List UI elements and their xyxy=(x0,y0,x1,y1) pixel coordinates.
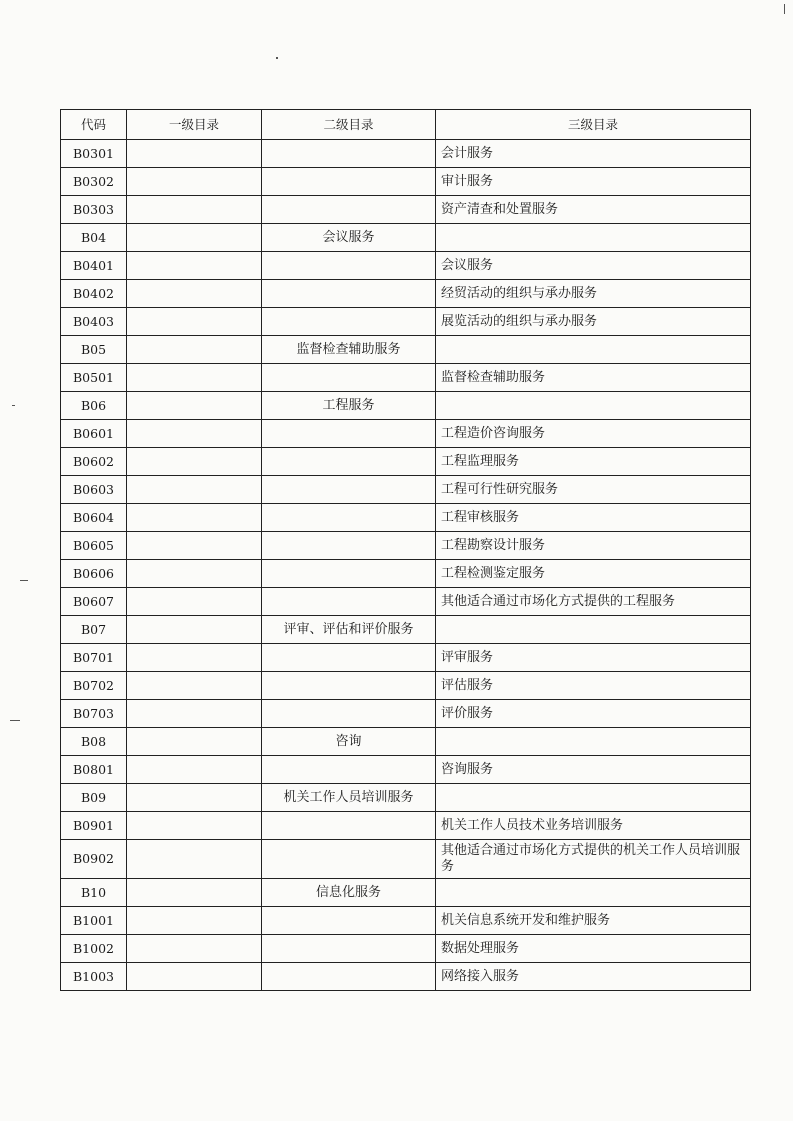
table-row xyxy=(61,588,751,616)
cell-level1 xyxy=(127,616,262,644)
table-row xyxy=(61,784,751,812)
cell-level3: 经贸活动的组织与承办服务 xyxy=(436,280,751,308)
cell-level3: 工程检测鉴定服务 xyxy=(436,560,751,588)
table-row xyxy=(61,756,751,784)
cell-level3: 工程勘察设计服务 xyxy=(436,532,751,560)
cell-code: B0403 xyxy=(61,308,127,336)
cell-code: B04 xyxy=(61,224,127,252)
scan-speck xyxy=(276,57,278,59)
cell-level2: 会议服务 xyxy=(262,224,436,252)
table-row xyxy=(61,840,751,879)
cell-code: B0603 xyxy=(61,476,127,504)
cell-level1 xyxy=(127,644,262,672)
cell-level1 xyxy=(127,840,262,879)
table-row xyxy=(61,336,751,364)
cell-level2 xyxy=(262,935,436,963)
cell-level1 xyxy=(127,364,262,392)
cell-level1 xyxy=(127,420,262,448)
cell-level2: 监督检查辅助服务 xyxy=(262,336,436,364)
cell-level2 xyxy=(262,364,436,392)
cell-level3 xyxy=(436,392,751,420)
table-row xyxy=(61,672,751,700)
cell-level1 xyxy=(127,252,262,280)
cell-level3 xyxy=(436,728,751,756)
cell-level1 xyxy=(127,560,262,588)
table-row xyxy=(61,812,751,840)
cell-code: B0801 xyxy=(61,756,127,784)
catalog-table xyxy=(60,109,751,991)
cell-level3: 评价服务 xyxy=(436,700,751,728)
cell-level2 xyxy=(262,168,436,196)
cell-level2: 信息化服务 xyxy=(262,879,436,907)
cell-code: B0602 xyxy=(61,448,127,476)
scan-speck xyxy=(784,4,785,14)
cell-code: B0601 xyxy=(61,420,127,448)
cell-level2: 机关工作人员培训服务 xyxy=(262,784,436,812)
cell-code: B1001 xyxy=(61,907,127,935)
cell-level2 xyxy=(262,476,436,504)
cell-code: B06 xyxy=(61,392,127,420)
table-row xyxy=(61,252,751,280)
cell-level1 xyxy=(127,756,262,784)
table-row xyxy=(61,879,751,907)
table-row xyxy=(61,196,751,224)
cell-level2 xyxy=(262,812,436,840)
cell-level2 xyxy=(262,560,436,588)
cell-code: B0303 xyxy=(61,196,127,224)
cell-level3: 监督检查辅助服务 xyxy=(436,364,751,392)
cell-level1 xyxy=(127,907,262,935)
table-header-row xyxy=(61,110,751,140)
table-row xyxy=(61,963,751,991)
table-row xyxy=(61,907,751,935)
table-row xyxy=(61,532,751,560)
cell-level1 xyxy=(127,700,262,728)
table-row xyxy=(61,476,751,504)
cell-level3: 网络接入服务 xyxy=(436,963,751,991)
table-row xyxy=(61,168,751,196)
cell-level3: 咨询服务 xyxy=(436,756,751,784)
table-row xyxy=(61,140,751,168)
cell-level3: 工程监理服务 xyxy=(436,448,751,476)
cell-level2 xyxy=(262,448,436,476)
cell-level3 xyxy=(436,784,751,812)
cell-level1 xyxy=(127,588,262,616)
cell-level3: 数据处理服务 xyxy=(436,935,751,963)
table-row xyxy=(61,935,751,963)
cell-code: B0702 xyxy=(61,672,127,700)
cell-level3 xyxy=(436,336,751,364)
cell-level1 xyxy=(127,532,262,560)
cell-level2 xyxy=(262,644,436,672)
cell-code: B0606 xyxy=(61,560,127,588)
cell-level1 xyxy=(127,672,262,700)
cell-level3: 机关信息系统开发和维护服务 xyxy=(436,907,751,935)
table-row xyxy=(61,364,751,392)
cell-level3: 工程造价咨询服务 xyxy=(436,420,751,448)
cell-level1 xyxy=(127,963,262,991)
scan-speck xyxy=(12,405,15,406)
cell-code: B0301 xyxy=(61,140,127,168)
cell-level2: 咨询 xyxy=(262,728,436,756)
cell-code: B09 xyxy=(61,784,127,812)
cell-level2 xyxy=(262,196,436,224)
cell-level1 xyxy=(127,784,262,812)
cell-code: B10 xyxy=(61,879,127,907)
cell-level3 xyxy=(436,224,751,252)
cell-level2 xyxy=(262,140,436,168)
cell-level2 xyxy=(262,756,436,784)
cell-code: B0604 xyxy=(61,504,127,532)
cell-level3: 机关工作人员技术业务培训服务 xyxy=(436,812,751,840)
scan-speck xyxy=(20,580,28,581)
cell-level2 xyxy=(262,308,436,336)
cell-level2 xyxy=(262,907,436,935)
cell-level2 xyxy=(262,420,436,448)
cell-level1 xyxy=(127,280,262,308)
header-level3: 三级目录 xyxy=(436,110,751,140)
cell-code: B0402 xyxy=(61,280,127,308)
cell-level3: 审计服务 xyxy=(436,168,751,196)
scan-speck xyxy=(10,720,20,721)
cell-level1 xyxy=(127,336,262,364)
cell-code: B0501 xyxy=(61,364,127,392)
cell-level3: 会计服务 xyxy=(436,140,751,168)
cell-level1 xyxy=(127,196,262,224)
cell-level2 xyxy=(262,252,436,280)
cell-level1 xyxy=(127,879,262,907)
cell-level3: 展览活动的组织与承办服务 xyxy=(436,308,751,336)
header-level2: 二级目录 xyxy=(262,110,436,140)
table-row xyxy=(61,616,751,644)
cell-code: B0902 xyxy=(61,840,127,879)
table-row xyxy=(61,420,751,448)
cell-code: B1002 xyxy=(61,935,127,963)
table-row xyxy=(61,504,751,532)
table-body xyxy=(61,140,751,991)
cell-code: B0901 xyxy=(61,812,127,840)
cell-code: B05 xyxy=(61,336,127,364)
cell-level3: 资产清查和处置服务 xyxy=(436,196,751,224)
cell-level1 xyxy=(127,504,262,532)
header-code: 代码 xyxy=(61,110,127,140)
cell-level2 xyxy=(262,280,436,308)
table-row xyxy=(61,700,751,728)
cell-level2 xyxy=(262,840,436,879)
cell-level2 xyxy=(262,532,436,560)
cell-level2 xyxy=(262,700,436,728)
cell-level2: 评审、评估和评价服务 xyxy=(262,616,436,644)
cell-level3: 其他适合通过市场化方式提供的机关工作人员培训服务 xyxy=(436,840,751,879)
cell-level1 xyxy=(127,168,262,196)
cell-level1 xyxy=(127,392,262,420)
table-row xyxy=(61,280,751,308)
table-row xyxy=(61,644,751,672)
cell-level3: 会议服务 xyxy=(436,252,751,280)
cell-level3 xyxy=(436,879,751,907)
cell-level3: 评审服务 xyxy=(436,644,751,672)
cell-level2: 工程服务 xyxy=(262,392,436,420)
cell-level2 xyxy=(262,672,436,700)
table-row xyxy=(61,560,751,588)
cell-code: B0703 xyxy=(61,700,127,728)
table-row xyxy=(61,308,751,336)
cell-level1 xyxy=(127,140,262,168)
cell-code: B0701 xyxy=(61,644,127,672)
cell-level1 xyxy=(127,476,262,504)
cell-level3: 工程审核服务 xyxy=(436,504,751,532)
cell-level2 xyxy=(262,588,436,616)
cell-level3: 其他适合通过市场化方式提供的工程服务 xyxy=(436,588,751,616)
cell-code: B07 xyxy=(61,616,127,644)
cell-code: B0302 xyxy=(61,168,127,196)
cell-level2 xyxy=(262,963,436,991)
cell-code: B08 xyxy=(61,728,127,756)
cell-level1 xyxy=(127,224,262,252)
cell-code: B1003 xyxy=(61,963,127,991)
cell-level2 xyxy=(262,504,436,532)
cell-code: B0605 xyxy=(61,532,127,560)
cell-level1 xyxy=(127,308,262,336)
table-row xyxy=(61,448,751,476)
cell-level1 xyxy=(127,812,262,840)
cell-code: B0607 xyxy=(61,588,127,616)
table-row xyxy=(61,392,751,420)
cell-code: B0401 xyxy=(61,252,127,280)
cell-level3: 评估服务 xyxy=(436,672,751,700)
table-row xyxy=(61,728,751,756)
cell-level3: 工程可行性研究服务 xyxy=(436,476,751,504)
cell-level1 xyxy=(127,728,262,756)
cell-level3 xyxy=(436,616,751,644)
table-row xyxy=(61,224,751,252)
cell-level1 xyxy=(127,448,262,476)
cell-level1 xyxy=(127,935,262,963)
header-level1: 一级目录 xyxy=(127,110,262,140)
